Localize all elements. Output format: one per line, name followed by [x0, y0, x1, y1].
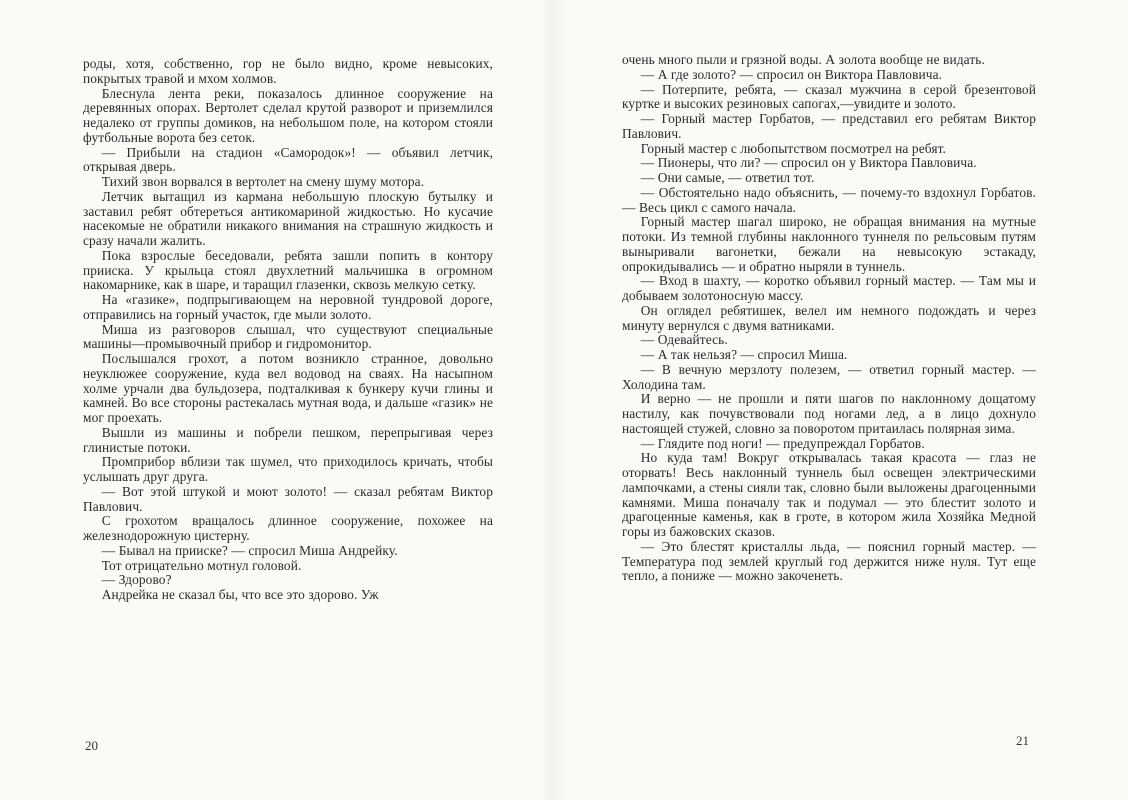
paragraph: — Прибыли на стадион «Самородок»! — объявил летчик, открывая дверь.	[83, 144, 493, 175]
paragraph: Послышался грохот, а потом возникло странное, довольно неуклюжее сооружение, куда вел водовод на сваях. На насыпном холме урчали два бульдозера, подталкивая к бункеру кучи глины и камней. Во все стороны растекалась мутная вода, и дальше «газик» не мог проехать.	[83, 351, 493, 425]
right-page-text	[622, 53, 1036, 584]
paragraph: роды, хотя, собственно, гор не было видно, кроме невысоких, покрытых травой и мхом холмов.	[83, 56, 493, 86]
paragraph: На «газике», подпрыгивающем на неровной тундровой дороге, отправились на горный участок, где мыли золото.	[83, 292, 493, 322]
paragraph: И верно — не прошли и пяти шагов по наклонному дощатому настилу, как почувствовали под ногами лед, а в лицо дохнуло настоящей стужей, словно за поворотом притаилась полярная зима.	[622, 391, 1036, 436]
paragraph: Тот отрицательно мотнул головой.	[101, 557, 302, 573]
paragraph: — Горный мастер Горбатов, — представил его ребятам Виктор Павлович.	[622, 111, 1036, 141]
paragraph: Миша из разговоров слышал, что существуют специальные машины—промывочный прибор и гидромонитор.	[83, 321, 493, 352]
paragraph: — Это блестят кристаллы льда, — пояснил горный мастер. — Температура под землей круглый год держится ниже нуля. Тут еще тепло, а пониже — можно закоченеть.	[622, 538, 1036, 584]
right-page	[560, 0, 1128, 800]
paragraph: очень много пыли и грязной воды. А золота вообще не видать.	[622, 52, 985, 67]
page-number-right: 21	[1016, 733, 1029, 748]
left-page-text	[83, 57, 493, 603]
paragraph: — А так нельзя? — спросил Миша.	[640, 347, 848, 362]
paragraph: — Вход в шахту, — коротко объявил горный мастер. — Там мы и добываем золотоносную массу.	[622, 273, 1036, 303]
paragraph: Летчик вытащил из кармана небольшую плоскую бутылку и заставил ребят обтереться антикомариной жидкостью. Но кусачие насекомые не обратили никакого внимания на страшную жидкость и сразу начали жалить.	[83, 188, 493, 248]
paragraph: Горный мастер шагал широко, не обращая внимания на мутные потоки. Из темной глубины наклонного туннеля по рельсовым путям выныривали вагонетки, бежали на невысокую эстакаду, опрокидывались — и обратно ныряли в туннель.	[622, 214, 1036, 274]
paragraph: Промприбор вблизи так шумел, что приходилось кричать, чтобы услышать друг друга.	[83, 454, 493, 484]
paragraph: — Вот этой штукой и моют золото! — сказал ребятам Виктор Павлович.	[83, 483, 493, 514]
paragraph: Горный мастер с любопытством посмотрел на ребят.	[640, 140, 946, 156]
paragraph: — Здорово?	[101, 572, 172, 588]
left-page	[0, 0, 546, 800]
paragraph: С грохотом вращалось длинное сооружение, похожее на железнодорожную цистерну.	[83, 513, 493, 543]
paragraph: Блеснула лента реки, показалось длинное сооружение на деревянных опорах. Вертолет сделал крутой разворот и приземлился недалеко от группы домиков, на небольшом поле, на котором стояли футбольные ворота без сеток.	[83, 85, 493, 145]
paragraph: Он оглядел ребятишек, велел им немного подождать и через минуту вернулся с двумя ватниками.	[622, 302, 1036, 333]
paragraph: — Глядите под ноги! — предупреждал Горбатов.	[640, 435, 925, 451]
paragraph: Тихий звон ворвался в вертолет на смену шуму мотора.	[101, 174, 425, 189]
paragraph: — Потерпите, ребята, — сказал мужчина в серой брезентовой куртке и высоких резиновых сапогах,—увидите и золото.	[622, 81, 1036, 112]
paragraph: Андрейка не сказал бы, что все это здорово. Уж	[101, 587, 379, 602]
paragraph: Вышли из машины и побрели пешком, перепрыгивая через глинистые потоки.	[83, 424, 493, 455]
paragraph: — Обстоятельно надо объяснить, — почему-то вздохнул Горбатов. — Весь цикл с самого начала.	[622, 184, 1036, 215]
paragraph: — Они самые, — ответил тот.	[640, 170, 815, 185]
paragraph: Пока взрослые беседовали, ребята зашли попить в контору прииска. У крыльца стоял двухлетний мальчишка в огромном накомарнике, как в шаре, и таращил глазенки, сквозь мелкую сетку.	[83, 247, 493, 293]
paragraph: — Одевайтесь.	[640, 332, 728, 348]
paragraph: — В вечную мерзлоту полезем, — ответил горный мастер. — Холодина там.	[622, 361, 1036, 392]
paragraph: Но куда там! Вокруг открывалась такая красота — глаз не оторвать! Весь наклонный туннель был освещен электрическими лампочками, а стены сияли так, словно были выложены драгоценными камнями. Миша поначалу так и подумал — это блестит золото и драгоценные каменья, как в гроте, в котором жила Хозяйка Медной горы из бажовских сказов.	[622, 450, 1036, 539]
paragraph: — Пионеры, что ли? — спросил он у Виктора Павловича.	[640, 155, 977, 171]
page-number-left: 20	[85, 738, 98, 753]
paragraph: — А где золото? — спросил он Виктора Павловича.	[640, 66, 943, 82]
paragraph: — Бывал на прииске? — спросил Миша Андрейку.	[101, 542, 398, 558]
